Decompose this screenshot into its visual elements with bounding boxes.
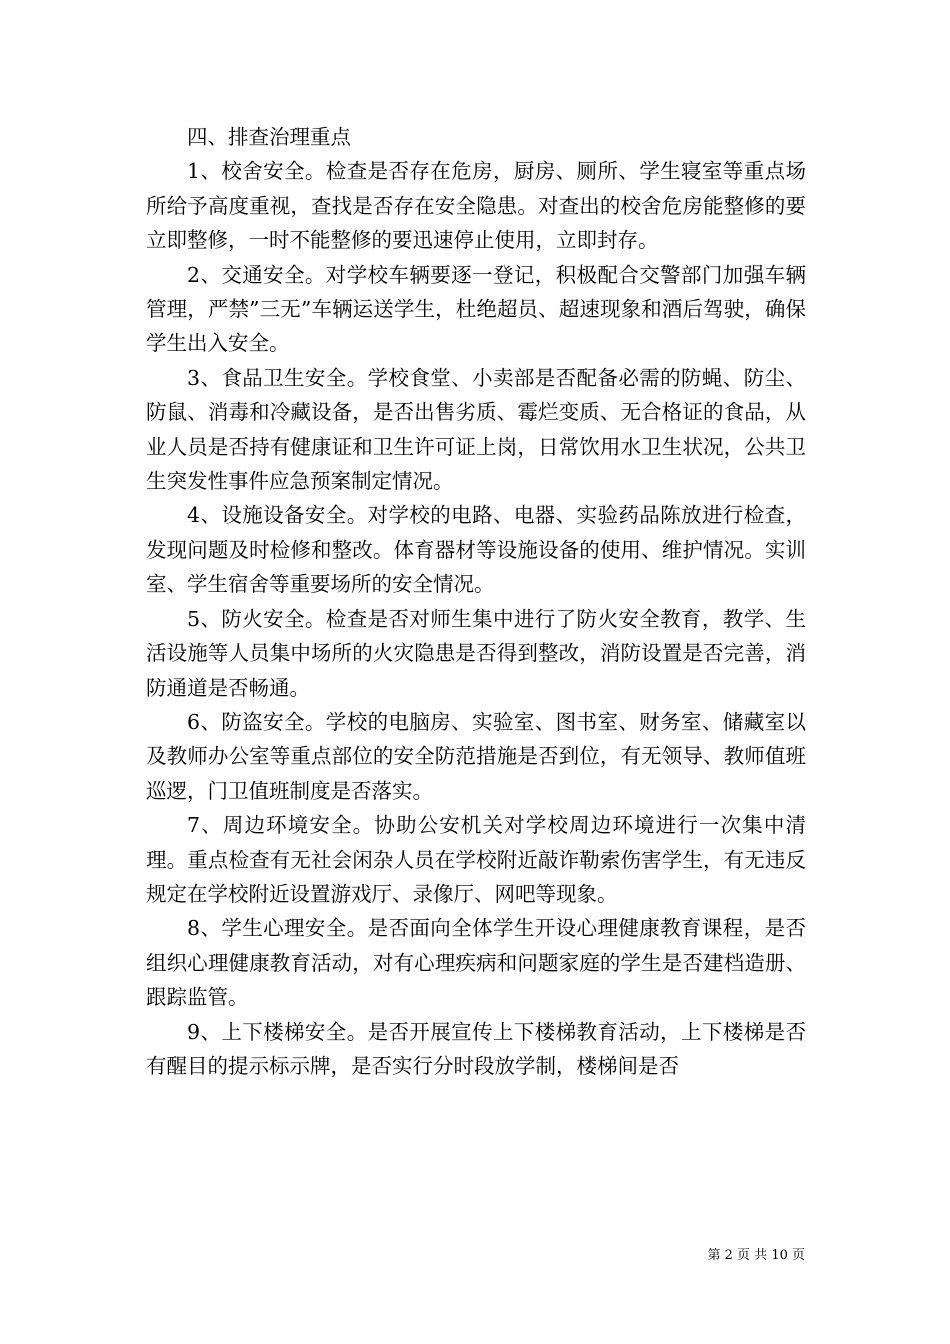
paragraph-psychology: 8、学生心理安全。是否面向全体学生开设心理健康教育课程，是否组织心理健康教育活动，对有心理疾病和问题家庭的学生是否建档造册、跟踪监管。 — [146, 916, 806, 1010]
paragraph-food-hygiene: 3、食品卫生安全。学校食堂、小卖部是否配备必需的防蝇、防尘、防鼠、消毒和冷藏设备，是否出售劣质、霉烂变质、无合格证的食品，从业人员是否持有健康证和卫生许可证上岗，日常饮用水卫生状况，公共卫生突发性事件应急预案制定情况。 — [146, 365, 806, 494]
paragraph-surroundings: 7、周边环境安全。协助公安机关对学校周边环境进行一次集中清理。重点检查有无社会闲杂人员在学校附近敲诈勒索伤害学生，有无违反规定在学校附近设置游戏厅、录像厅、网吧等现象。 — [146, 813, 806, 906]
paragraph-theft: 6、防盗安全。学校的电脑房、实验室、图书室、财务室、储藏室以及教师办公室等重点部位的安全防范措施是否到位，有无领导、教师值班巡逻，门卫值班制度是否落实。 — [146, 709, 806, 803]
paragraph-stairs: 9、上下楼梯安全。是否开展宣传上下楼梯教育活动，上下楼梯是否有醒目的提示标示牌，是否实行分时段放学制，楼梯间是否 — [146, 1019, 806, 1078]
paragraph-traffic: 2、交通安全。对学校车辆要逐一登记，积极配合交警部门加强车辆管理，严禁”三无”车辆运送学生，杜绝超员、超速现象和酒后驾驶，确保学生出入安全。 — [146, 262, 806, 356]
paragraph-fire: 5、防火安全。检查是否对师生集中进行了防火安全教育，教学、生活设施等人员集中场所的火灾隐患是否得到整改，消防设置是否完善，消防通道是否畅通。 — [146, 606, 806, 700]
paragraph-school-buildings: 1、校舍安全。检查是否存在危房，厨房、厕所、学生寝室等重点场所给予高度重视，查找是否存在安全隐患。对查出的校舍危房能整修的要立即整修，一时不能整修的要迅速停止使用，立即封存。 — [146, 159, 806, 253]
document-body — [146, 120, 806, 1083]
paragraph-facilities: 4、设施设备安全。对学校的电路、电器、实验药品陈放进行检查，发现问题及时检修和整改。体育器材等设施设备的使用、维护情况。实训室、学生宿舍等重要场所的安全情况。 — [146, 503, 806, 597]
page-number: 第 2 页 共 10 页 — [707, 1248, 805, 1263]
section-heading: 四、排查治理重点 — [187, 125, 351, 149]
